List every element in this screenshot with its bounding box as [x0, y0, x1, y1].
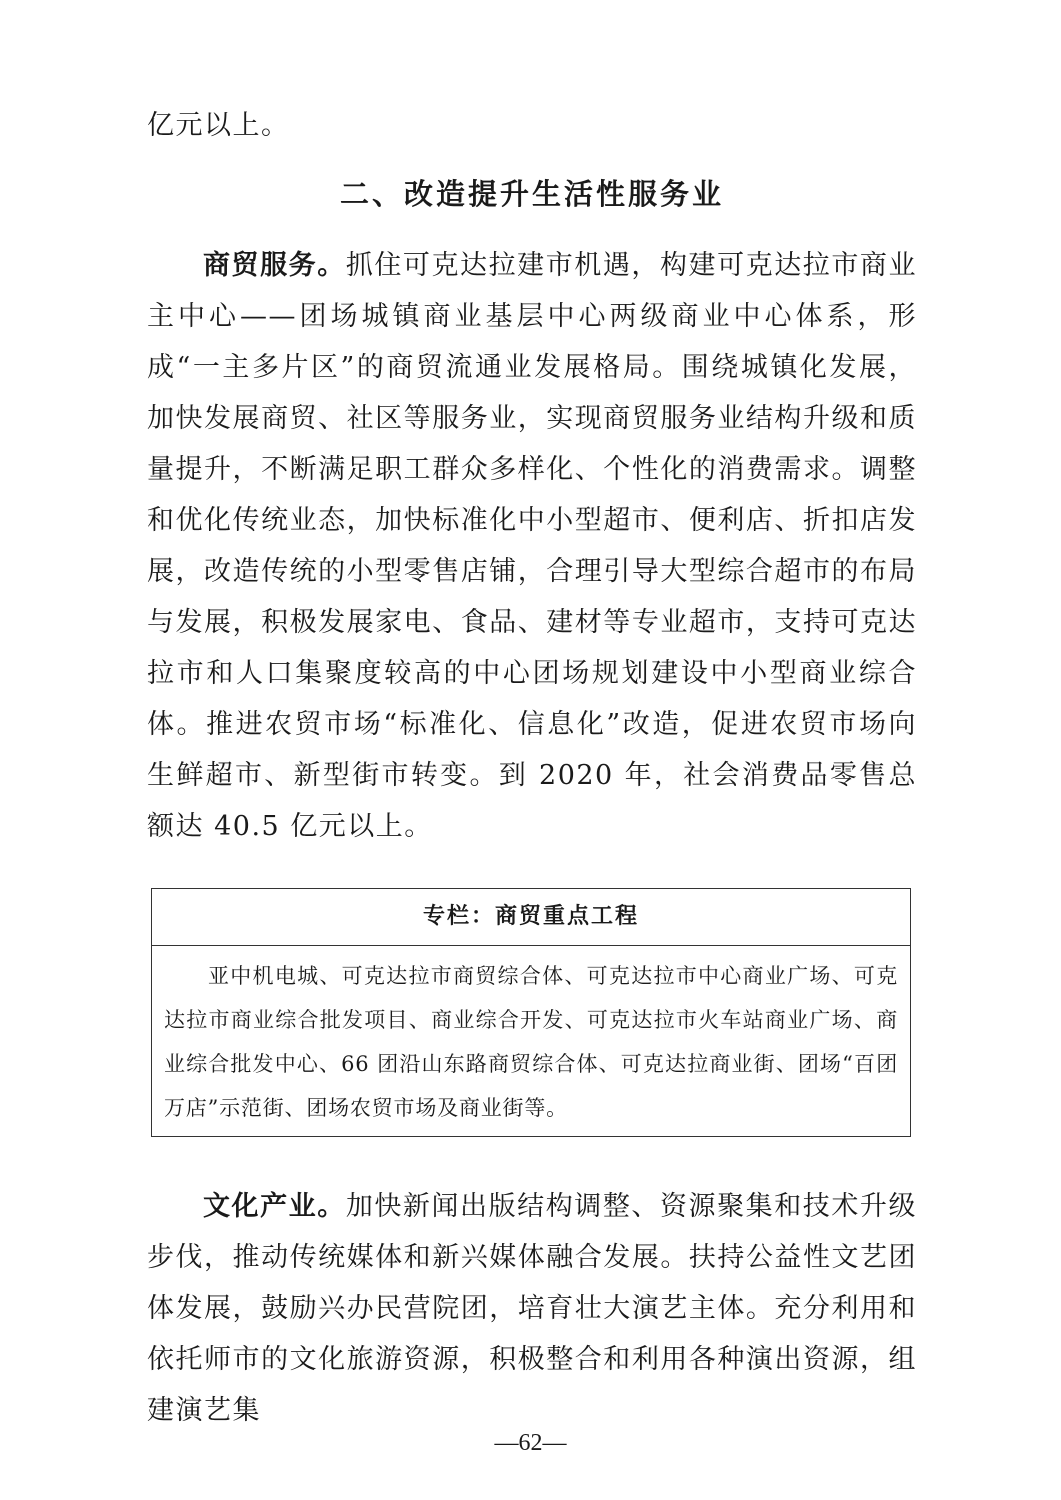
- commerce-paragraph: [147, 240, 917, 852]
- column-box-body: 亚中机电城、可克达拉市商贸综合体、可克达拉市中心商业广场、可克达拉市商业综合批发项目、商业综合开发、可克达拉市火车站商业广场、商业综合批发中心、66 团沿山东路商贸综合体、可克达拉商业街、团场“百团万店”示范街、团场农贸市场及商业街等。: [164, 964, 898, 1120]
- section-heading: 二、改造提升生活性服务业: [339, 177, 724, 211]
- column-box-title: 专栏：商贸重点工程: [152, 889, 910, 946]
- page-number: —62—: [494, 1430, 567, 1456]
- culture-text: 加快新闻出版结构调整、资源聚集和技术升级步伐，推动传统媒体和新兴媒体融合发展。扶持公益性文艺团体发展，鼓励兴办民营院团，培育壮大演艺主体。充分利用和依托师市的文化旅游资源，积极整合和利用各种演出资源，组建演艺集: [147, 1191, 917, 1426]
- column-box: [151, 888, 911, 1137]
- culture-lead: 文化产业。: [203, 1191, 346, 1222]
- document-page: [147, 100, 917, 1436]
- culture-paragraph: [147, 1181, 917, 1436]
- commerce-text: 抓住可克达拉建市机遇，构建可克达拉市商业主中心——团场城镇商业基层中心两级商业中心体系，形成“一主多片区”的商贸流通业发展格局。围绕城镇化发展，加快发展商贸、社区等服务业，实现商贸服务业结构升级和质量提升，不断满足职工群众多样化、个性化的消费需求。调整和优化传统业态，加快标准化中小型超市、便利店、折扣店发展，改造传统的小型零售店铺，合理引导大型综合超市的布局与发展，积极发展家电、食品、建材等专业超市，支持可克达拉市和人口集聚度较高的中心团场规划建设中小型商业综合体。推进农贸市场“标准化、信息化”改造，促进农贸市场向生鲜超市、新型街市转变。到 2020 年，社会消费品零售总额达 40.5 亿元以上。: [147, 250, 917, 842]
- continuation-text: 亿元以上。: [147, 110, 290, 141]
- commerce-lead: 商贸服务。: [203, 250, 346, 281]
